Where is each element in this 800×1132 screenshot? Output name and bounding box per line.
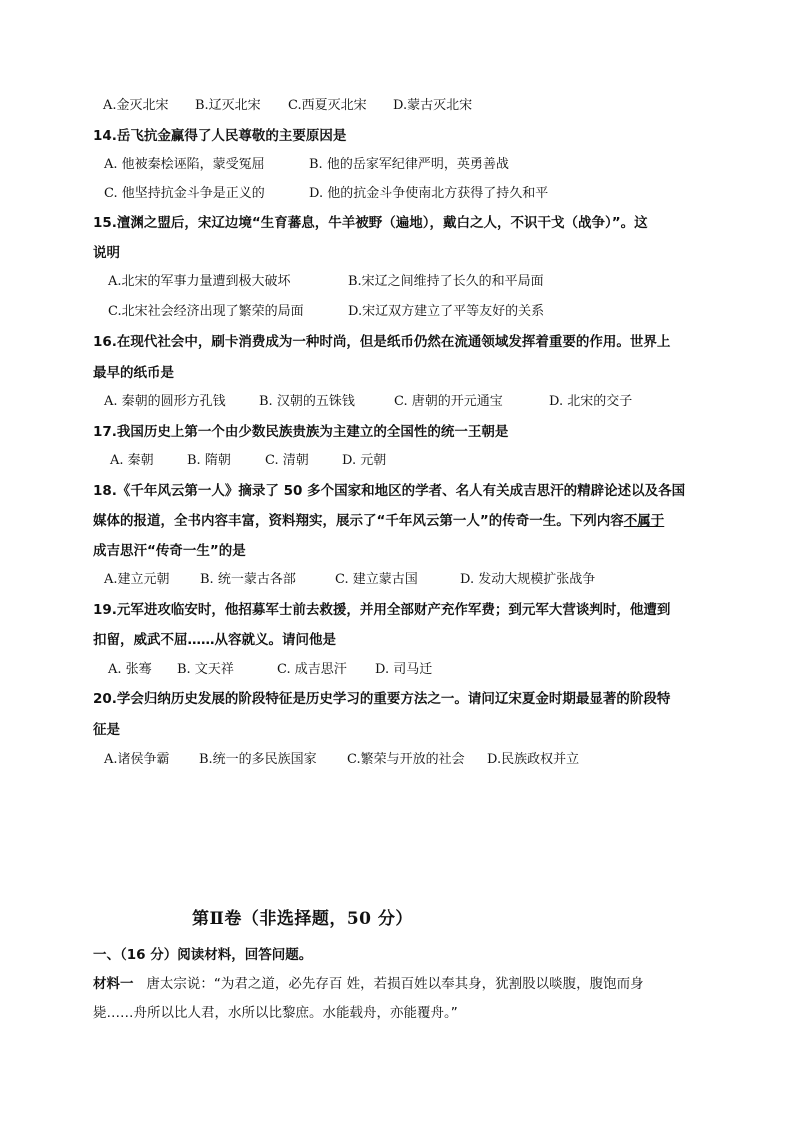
q15-option-c: C.北宋社会经济出现了繁荣的局面 [108, 304, 304, 319]
q16-option-b: B. 汉朝的五铢钱 [259, 394, 355, 409]
q15-option-d: D.宋辽双方建立了平等友好的关系 [348, 304, 545, 319]
q19-option-c: C. 成吉思汗 [277, 662, 347, 677]
q15-option-b: B.宋辽之间维持了长久的和平局面 [348, 274, 544, 289]
q14-option-d: D. 他的抗金斗争使南北方获得了持久和平 [309, 186, 549, 201]
material1-line2: 毙……舟所以比人君，水所以比黎庶。水能载舟，亦能覆舟。” [93, 1005, 458, 1021]
q13-option-d: D.蒙古灭北宋 [393, 98, 473, 113]
material1-text-line1: 唐太宗说：“为君之道，必先存百 姓，若损百姓以奉其身，犹割股以啖腹，腹饱而身 [146, 976, 644, 992]
material1-line1 [93, 974, 644, 994]
q17-option-b: B. 隋朝 [187, 453, 231, 468]
q16-option-c: C. 唐朝的开元通宝 [394, 394, 503, 409]
q17-option-c: C. 清朝 [265, 453, 309, 468]
q18-stem-line2 [93, 511, 664, 531]
q18-underlined-phrase: 不属于 [623, 513, 665, 529]
q16-stem-line1: 16.在现代社会中，刷卡消费成为一种时尚，但是纸币仍然在流通领域发挥着重要的作用。世界上 [93, 334, 671, 350]
q18-option-a: A.建立元朝 [104, 572, 170, 587]
q16-options [104, 392, 632, 412]
q14-options-row1 [104, 155, 509, 175]
q20-option-d: D.民族政权并立 [487, 752, 580, 767]
part2-section1-heading: 一、（16 分）阅读材料，回答问题。 [93, 947, 313, 963]
q19-stem-line1: 19.元军进攻临安时，他招募军士前去救援，并用全部财产充作军费；到元军大营谈判时，他遭到 [93, 602, 671, 618]
q16-option-d: D. 北宋的交子 [549, 394, 633, 409]
q14-stem: 14.岳飞抗金赢得了人民尊敬的主要原因是 [93, 128, 347, 144]
q18-stem-line2-text: 媒体的报道，全书内容丰富，资料翔实，展示了“千年风云第一人”的传奇一生。下列内容 [93, 513, 624, 529]
q18-option-c: C. 建立蒙古国 [335, 572, 418, 587]
q20-options [104, 750, 579, 770]
q15-option-a: A.北宋的军事力量遭到极大破坏 [108, 274, 291, 289]
q18-option-b: B. 统一蒙古各部 [200, 572, 296, 587]
q19-options [108, 660, 432, 680]
q14-option-a: A. 他被秦桧诬陷，蒙受冤屈 [104, 157, 265, 172]
q19-option-a: A. 张骞 [108, 662, 152, 677]
q17-option-a: A. 秦朝 [110, 453, 154, 468]
q14-option-c: C. 他坚持抗金斗争是正义的 [104, 186, 265, 201]
q15-stem-line2: 说明 [93, 245, 120, 261]
q20-stem-line1: 20.学会归纳历史发展的阶段特征是历史学习的重要方法之一。请问辽宋夏金时期最显著的阶段特 [93, 691, 671, 707]
q19-option-b: B. 文天祥 [177, 662, 234, 677]
q13-option-c: C.西夏灭北宋 [288, 98, 367, 113]
q17-option-d: D. 元朝 [342, 453, 387, 468]
q15-options-row2 [108, 302, 544, 322]
q18-options [104, 570, 595, 590]
q18-stem-line1: 18.《千年风云第一人》摘录了 50 多个国家和地区的学者、名人有关成吉思汗的精辟论述以及各国 [93, 483, 686, 499]
q18-stem-line3: 成吉思汗“传奇一生”的是 [93, 543, 246, 559]
q20-option-c: C.繁荣与开放的社会 [347, 752, 465, 767]
material1-label: 材料一 [93, 976, 134, 992]
q20-stem-line2: 征是 [93, 722, 120, 738]
q13-option-b: B.辽灭北宋 [195, 98, 261, 113]
q16-option-a: A. 秦朝的圆形方孔钱 [104, 394, 226, 409]
q20-option-b: B.统一的多民族国家 [199, 752, 317, 767]
q16-stem-line2: 最早的纸币是 [93, 365, 174, 381]
q17-stem: 17.我国历史上第一个由少数民族贵族为主建立的全国性的统一王朝是 [93, 424, 509, 440]
q15-options-row1 [108, 272, 544, 292]
q13-options [103, 96, 472, 116]
q19-option-d: D. 司马迁 [375, 662, 433, 677]
q14-options-row2 [104, 184, 548, 204]
q14-option-b: B. 他的岳家军纪律严明，英勇善战 [309, 157, 509, 172]
q13-option-a: A.金灭北宋 [103, 98, 169, 113]
q20-option-a: A.诸侯争霸 [104, 752, 170, 767]
part2-title: 第Ⅱ卷（非选择题，50 分） [192, 909, 413, 929]
q19-stem-line2: 扣留，威武不屈……从容就义。请问他是 [93, 632, 336, 648]
q18-option-d: D. 发动大规模扩张战争 [460, 572, 596, 587]
q17-options [110, 451, 386, 471]
q15-stem-line1: 15.澶渊之盟后，宋辽边境“生育蕃息，牛羊被野（遍地），戴白之人，不识干戈（战争）”。这 [93, 215, 648, 231]
